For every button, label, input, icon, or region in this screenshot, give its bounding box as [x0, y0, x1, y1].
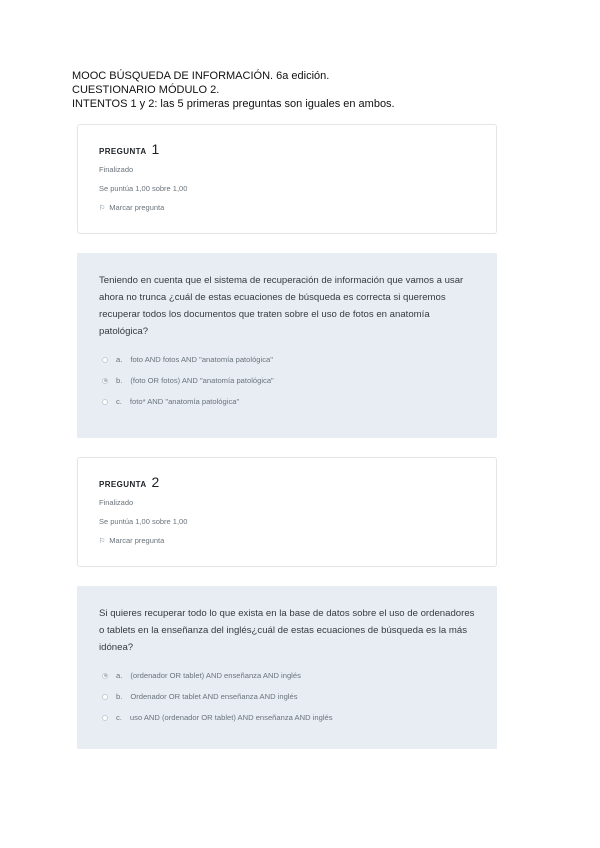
question-1-info: [77, 124, 497, 234]
answer-text: (ordenador OR tablet) AND enseñanza AND inglés: [130, 671, 301, 680]
answer-letter: b.: [116, 376, 123, 385]
header-line-3: INTENTOS 1 y 2: las 5 primeras preguntas son iguales en ambos.: [72, 98, 395, 110]
flag-question-link[interactable]: [99, 536, 496, 545]
radio-icon[interactable]: [102, 399, 108, 405]
answer-text: foto* AND "anatomía patológica": [129, 397, 240, 406]
flag-question-label: Marcar pregunta: [109, 536, 165, 545]
question-number: 1: [151, 141, 160, 157]
question-grade: Se puntúa 1,00 sobre 1,00: [99, 517, 188, 526]
radio-icon[interactable]: [102, 357, 108, 363]
radio-icon[interactable]: [102, 378, 108, 384]
question-grade: Se puntúa 1,00 sobre 1,00: [99, 184, 188, 193]
flag-question-label: Marcar pregunta: [109, 203, 165, 212]
header-line-1: MOOC BÚSQUEDA DE INFORMACIÓN. 6a edición.: [72, 70, 330, 82]
question-1-title: [99, 141, 496, 157]
answer-letter: a.: [116, 671, 123, 680]
answer-option-a[interactable]: [99, 354, 475, 365]
answer-letter: a.: [116, 355, 123, 364]
radio-icon[interactable]: [102, 715, 108, 721]
answer-option-b[interactable]: [99, 691, 475, 702]
answer-option-c[interactable]: [99, 396, 475, 407]
question-text: Teniendo en cuenta que el sistema de recuperación de información que vamos a usar ahora no trunca ¿cuál de estas ecuaciones de búsqueda es correcta si queremos recuperar todos los documentos que traten sobre el uso de fotos en anatomía patológica?: [99, 275, 464, 337]
question-word: PREGUNTA: [99, 480, 147, 489]
question-2-info: [77, 457, 497, 567]
answer-text: foto AND fotos AND "anatomía patológica": [130, 355, 273, 364]
document-header: [72, 69, 395, 111]
question-number: 2: [151, 474, 160, 490]
flag-icon: ⚐: [99, 204, 106, 212]
question-state: Finalizado: [99, 165, 134, 174]
answer-option-b[interactable]: [99, 375, 475, 386]
answer-letter: b.: [116, 692, 123, 701]
question-2-title: [99, 474, 496, 490]
answer-text: uso AND (ordenador OR tablet) AND enseñanza AND inglés: [129, 713, 333, 722]
radio-icon[interactable]: [102, 673, 108, 679]
question-state: Finalizado: [99, 498, 134, 507]
answer-text: (foto OR fotos) AND "anatomía patológica": [130, 376, 274, 385]
answer-option-c[interactable]: [99, 712, 475, 723]
question-text: Si quieres recuperar todo lo que exista en la base de datos sobre el uso de ordenadores o tablets en la enseñanza del inglés¿cuál de estas ecuaciones de búsqueda es la más idónea?: [99, 608, 475, 653]
answer-letter: c.: [116, 397, 122, 406]
question-2-content: [77, 586, 497, 749]
answer-text: Ordenador OR tablet AND enseñanza AND inglés: [130, 692, 298, 701]
flag-question-link[interactable]: [99, 203, 496, 212]
radio-icon[interactable]: [102, 694, 108, 700]
answer-option-a[interactable]: [99, 670, 475, 681]
flag-icon: ⚐: [99, 537, 106, 545]
header-line-2: CUESTIONARIO MÓDULO 2.: [72, 84, 220, 96]
answer-letter: c.: [116, 713, 122, 722]
question-word: PREGUNTA: [99, 147, 147, 156]
question-1-content: [77, 253, 497, 438]
